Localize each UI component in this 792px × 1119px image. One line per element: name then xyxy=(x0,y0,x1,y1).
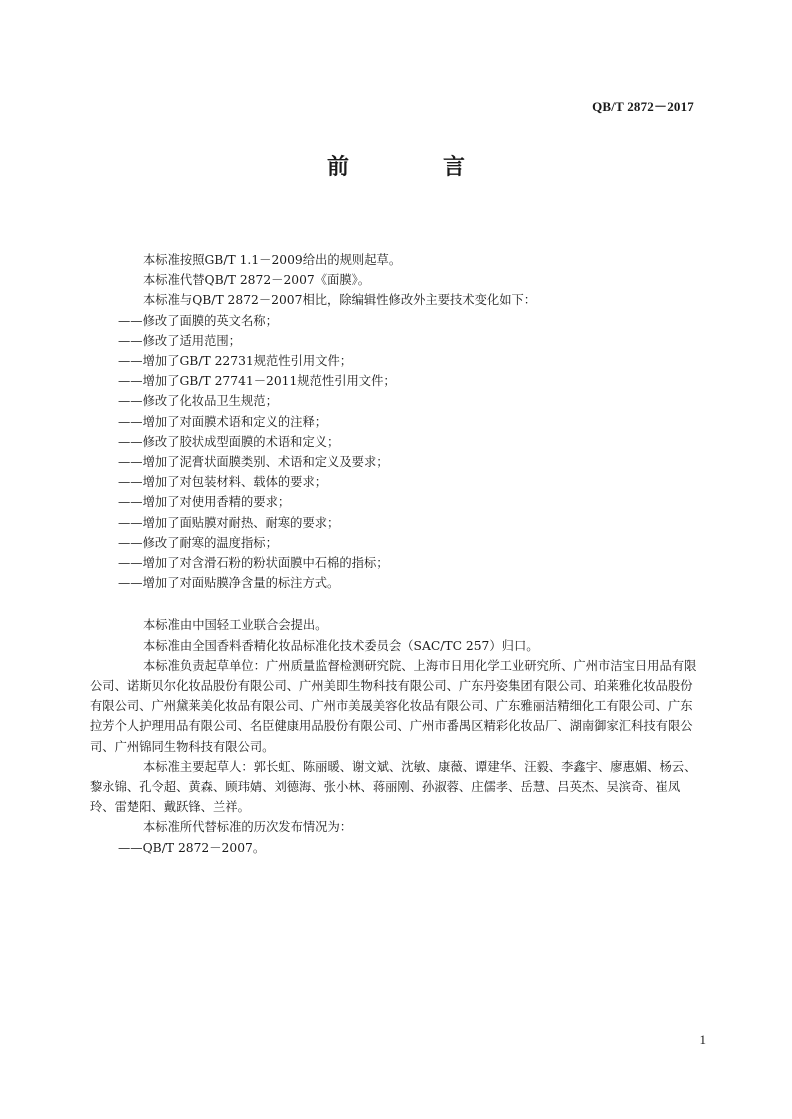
change-item: ——增加了对包装材料、载体的要求； xyxy=(118,475,328,490)
change-item: ——修改了胶状成型面膜的术语和定义； xyxy=(118,434,340,449)
change-item: ——增加了泥膏状面膜类别、术语和定义及要求； xyxy=(118,455,389,470)
foreword-body xyxy=(90,250,700,858)
history-intro: 本标准所代替标准的历次发布情况为： xyxy=(143,820,353,835)
change-item: ——修改了适用范围； xyxy=(118,333,241,348)
change-item: ——修改了面膜的英文名称； xyxy=(118,313,278,328)
intro-line: 本标准与QB/T 2872－2007相比，除编辑性修改外主要技术变化如下： xyxy=(143,293,537,308)
page-title: 前 言 xyxy=(326,155,501,180)
intro-line: 本标准代替QB/T 2872－2007《面膜》。 xyxy=(143,273,371,288)
page-number: 1 xyxy=(699,1032,706,1047)
intro-line: 本标准按照GB/T 1.1－2009给出的规则起草。 xyxy=(143,253,402,267)
change-item: ——增加了对含滑石粉的粉状面膜中石棉的指标； xyxy=(118,556,389,571)
change-item: ——增加了面贴膜对耐热、耐寒的要求； xyxy=(118,515,340,530)
change-item: ——修改了耐寒的温度指标； xyxy=(118,535,278,550)
change-item: ——增加了对面贴膜净含量的标注方式。 xyxy=(118,576,340,591)
change-item: ——增加了对面膜术语和定义的注释； xyxy=(118,414,328,429)
history-item: ——QB/T 2872－2007。 xyxy=(118,840,266,855)
document-code: QB/T 2872－2017 xyxy=(592,99,694,114)
drafters: 本标准主要起草人：郭长虹、陈丽暖、谢文斌、沈敏、康薇、谭建华、汪毅、李鑫宇、廖惠媚、杨云、黎永锦、孔令超、黄森、顾玮婧、刘德海、张小林、蒋丽刚、孙淑蓉、庄儒孝、岳慧、吕英杰、吴滨奇、崔凤玲、雷楚阳、戴跃锋、兰祥。 xyxy=(90,759,697,815)
centralized-by: 本标准由全国香料香精化妆品标准化技术委员会（SAC/TC 257）归口。 xyxy=(143,638,539,653)
change-item: ——增加了GB/T 22731规范性引用文件； xyxy=(118,354,353,369)
change-item: ——增加了GB/T 27741－2011规范性引用文件； xyxy=(118,374,396,389)
change-item: ——修改了化妆品卫生规范； xyxy=(118,394,278,409)
paragraph-gap xyxy=(118,593,700,615)
proposed-by: 本标准由中国轻工业联合会提出。 xyxy=(143,618,328,633)
drafting-units: 本标准负责起草单位：广州质量监督检测研究院、上海市日用化学工业研究所、广州市洁宝日用品有限公司、诺斯贝尔化妆品股份有限公司、广州美即生物科技有限公司、广东丹姿集团有限公司、珀莱雅化妆品股份有限公司、广州黛莱美化妆品有限公司、广州市美晟美容化妆品有限公司、广东雅丽洁精细化工有限公司、广东拉芳个人护理用品有限公司、名臣健康用品股份有限公司、广州市番禺区精彩化妆品厂、湖南御家汇科技有限公司、广州锦同生物科技有限公司。 xyxy=(90,658,697,754)
change-item: ——增加了对使用香精的要求； xyxy=(118,495,291,510)
